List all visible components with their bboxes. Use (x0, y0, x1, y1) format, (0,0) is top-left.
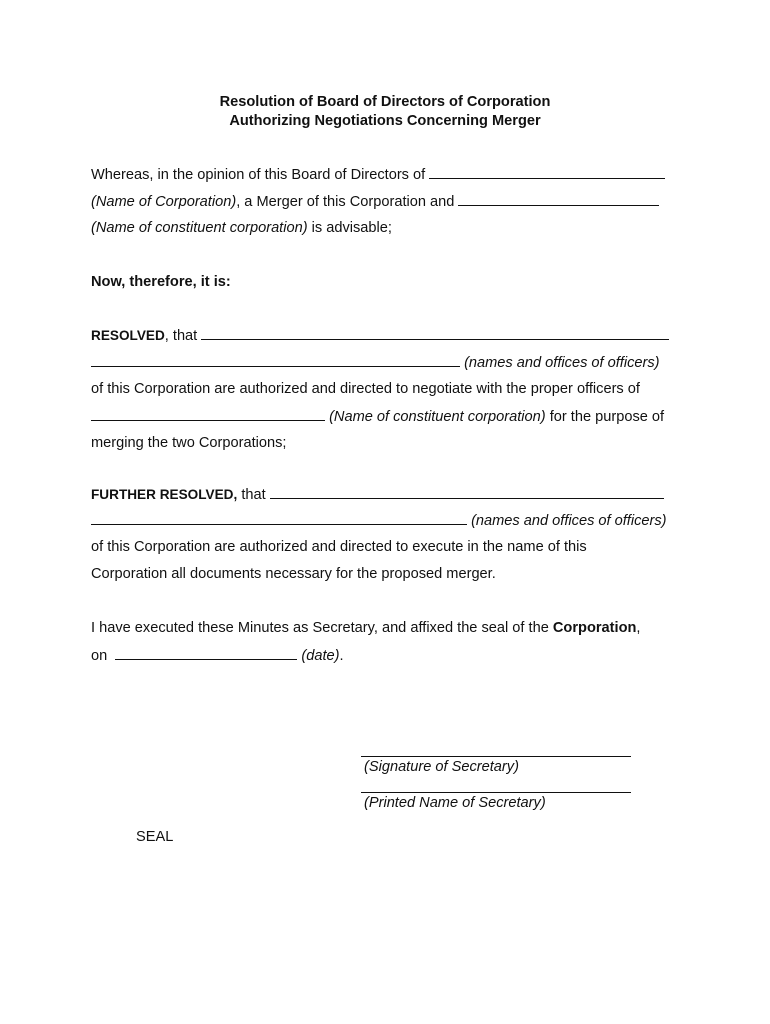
document-title-line-1: Resolution of Board of Directors of Corporation (219, 94, 551, 110)
whereas-text: Whereas, in the opinion of this Board of Directors of (91, 167, 426, 183)
resolved-line-4 (91, 407, 664, 426)
executed-text: I have executed these Minutes as Secretary, and affixed the seal of the (91, 620, 553, 636)
corporation-name-blank (429, 165, 665, 179)
signature-label: (Signature of Secretary) (364, 759, 519, 775)
resolved-line-3: of this Corporation are authorized and directed to negotiate with the proper officers of (91, 381, 640, 397)
resolved-line-2 (91, 353, 660, 372)
constituent-corporation-blank (458, 192, 659, 206)
resolved-line-5: merging the two Corporations; (91, 435, 287, 451)
executed-line-2 (91, 646, 344, 665)
seal-label: SEAL (136, 829, 174, 845)
on-text: on (91, 648, 108, 664)
whereas-line-3 (91, 219, 392, 237)
date-label: (date) (301, 648, 340, 664)
resolved-line-1 (91, 326, 669, 345)
resolved-constituent-label: (Name of constituent corporation) (329, 409, 546, 425)
date-period: . (339, 648, 344, 664)
resolved-officers-blank-1 (201, 326, 669, 340)
further-line-4: Corporation all documents necessary for the proposed merger. (91, 566, 496, 582)
advisable-text: is advisable; (307, 220, 392, 236)
further-line-1 (91, 485, 664, 504)
corporation-bold: Corporation (552, 620, 637, 636)
document-title-line-2: Authorizing Negotiations Concerning Merger (229, 113, 541, 129)
signature-line (361, 756, 631, 757)
executed-comma: , (636, 620, 641, 636)
therefore-heading: Now, therefore, it is: (91, 274, 231, 290)
whereas-line-2 (91, 192, 659, 211)
further-line-3: of this Corporation are authorized and directed to execute in the name of this (91, 539, 587, 555)
name-of-constituent-label: (Name of constituent corporation) (91, 220, 308, 236)
further-resolved-label: FURTHER RESOLVED, (91, 487, 238, 502)
further-officers-blank-1 (270, 485, 664, 499)
resolved-label: RESOLVED (91, 328, 165, 343)
further-officers-label: (names and offices of officers) (471, 513, 667, 529)
printed-name-label: (Printed Name of Secretary) (364, 795, 546, 811)
merger-text: , a Merger of this Corporation and (236, 194, 455, 210)
resolved-constituent-blank (91, 407, 325, 421)
resolved-that-text: , that (164, 328, 198, 344)
further-officers-blank-2 (91, 511, 467, 525)
date-blank (115, 646, 297, 660)
whereas-line-1 (91, 165, 665, 184)
resolved-officers-label: (names and offices of officers) (464, 355, 660, 371)
executed-line-1 (91, 619, 640, 637)
purpose-text: for the purpose of (545, 409, 665, 425)
resolved-officers-blank-2 (91, 353, 460, 367)
further-line-2 (91, 511, 667, 530)
further-that-text: that (237, 487, 266, 503)
printed-name-line (361, 792, 631, 793)
name-of-corporation-label: (Name of Corporation) (91, 194, 237, 210)
